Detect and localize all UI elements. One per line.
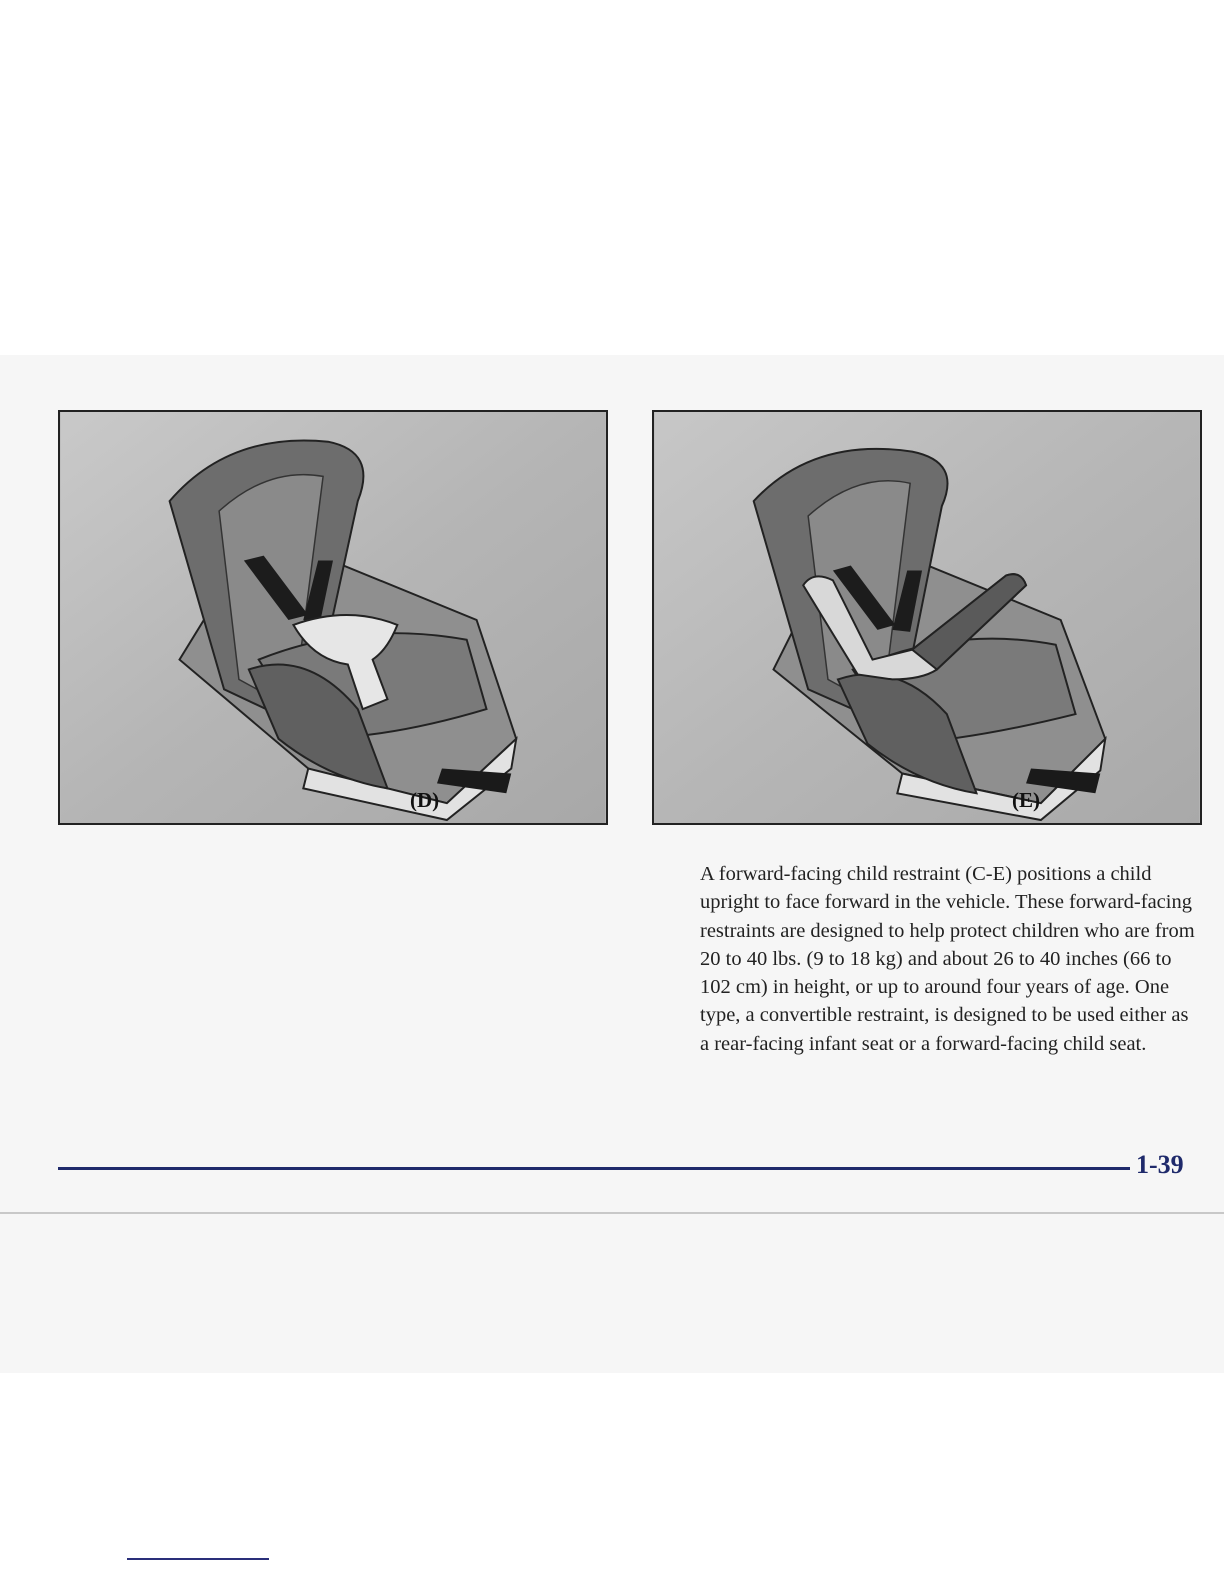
figure-label-e: (E) — [1012, 788, 1040, 812]
page-number: 1-39 — [1136, 1150, 1184, 1179]
figure-label-d: (D) — [410, 788, 440, 812]
footer-rule — [58, 1167, 1130, 1170]
bottom-rule — [127, 1558, 269, 1560]
band-divider — [0, 1212, 1224, 1214]
figure-e — [652, 410, 1202, 825]
car-seat-with-tray-shield-icon — [654, 412, 1200, 823]
car-seat-with-t-shield-icon — [60, 412, 606, 823]
figure-d — [58, 410, 608, 825]
body-paragraph: A forward-facing child restraint (C-E) positions a child upright to face forward in the vehicle. These forward-facing restraints are designed to help protect children who are from 20 to 40 lbs. (9 to 18 kg) and about 26 to 40 inches (66 to 102 cm) in height, or up to around four years of age. One type, a convertible restraint, is designed to be used either as a rear-facing infant seat or a forward-facing child seat. — [700, 863, 1195, 1055]
